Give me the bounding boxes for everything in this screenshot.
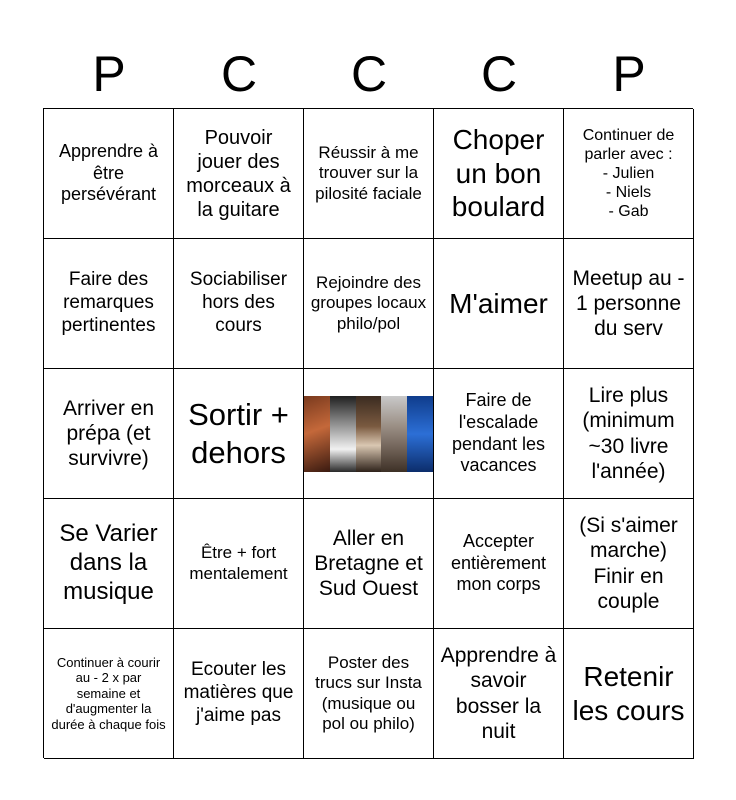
bingo-cell[interactable]: Rejoindre des groupes locaux philo/pol bbox=[304, 239, 434, 369]
bingo-cell[interactable]: Meetup au - 1 personne du serv bbox=[564, 239, 694, 369]
bingo-cell[interactable]: Faire de l'escalade pendant les vacances bbox=[434, 369, 564, 499]
bingo-cell[interactable]: Arriver en prépa (et survivre) bbox=[44, 369, 174, 499]
bingo-cell[interactable]: Aller en Bretagne et Sud Ouest bbox=[304, 499, 434, 629]
header-letter-2: C bbox=[220, 46, 258, 102]
bingo-cell[interactable]: Sortir + dehors bbox=[174, 369, 304, 499]
header-letter-5: P bbox=[612, 46, 646, 102]
bingo-cell[interactable]: Continuer de parler avec : - Julien - Niels - Gab bbox=[564, 109, 694, 239]
portrait-3-image bbox=[356, 396, 382, 472]
header-letter-1: P bbox=[92, 46, 126, 102]
bingo-cell[interactable]: Être + fort mentalement bbox=[174, 499, 304, 629]
bingo-cell[interactable]: Continuer à courir au - 2 x par semaine et d'augmenter la durée à chaque fois bbox=[44, 629, 174, 759]
header-letter-3: C bbox=[350, 46, 388, 102]
bingo-cell[interactable]: Accepter entièrement mon corps bbox=[434, 499, 564, 629]
portrait-5-image bbox=[407, 396, 433, 472]
bingo-cell[interactable]: Faire des remarques pertinentes bbox=[44, 239, 174, 369]
bingo-cell[interactable]: Pouvoir jouer des morceaux à la guitare bbox=[174, 109, 304, 239]
bingo-cell[interactable]: Poster des trucs sur Insta (musique ou pol ou philo) bbox=[304, 629, 434, 759]
bingo-grid bbox=[43, 108, 693, 758]
bingo-cell[interactable]: (Si s'aimer marche) Finir en couple bbox=[564, 499, 694, 629]
bingo-cell[interactable]: Choper un bon boulard bbox=[434, 109, 564, 239]
portrait-collage-image bbox=[304, 396, 433, 472]
bingo-cell[interactable]: Réussir à me trouver sur la pilosité faciale bbox=[304, 109, 434, 239]
portrait-1-image bbox=[304, 396, 330, 472]
bingo-cell[interactable]: Lire plus (minimum ~30 livre l'année) bbox=[564, 369, 694, 499]
free-space-cell[interactable] bbox=[304, 369, 434, 499]
bingo-cell[interactable]: Apprendre à savoir bosser la nuit bbox=[434, 629, 564, 759]
header-letter-4: C bbox=[480, 46, 518, 102]
bingo-header bbox=[44, 40, 694, 108]
bingo-cell[interactable]: Apprendre à être persévérant bbox=[44, 109, 174, 239]
portrait-4-image bbox=[381, 396, 407, 472]
bingo-cell[interactable]: Ecouter les matières que j'aime pas bbox=[174, 629, 304, 759]
bingo-cell[interactable]: Se Varier dans la musique bbox=[44, 499, 174, 629]
portrait-2-image bbox=[330, 396, 356, 472]
bingo-cell[interactable]: M'aimer bbox=[434, 239, 564, 369]
bingo-cell[interactable]: Retenir les cours bbox=[564, 629, 694, 759]
bingo-cell[interactable]: Sociabiliser hors des cours bbox=[174, 239, 304, 369]
